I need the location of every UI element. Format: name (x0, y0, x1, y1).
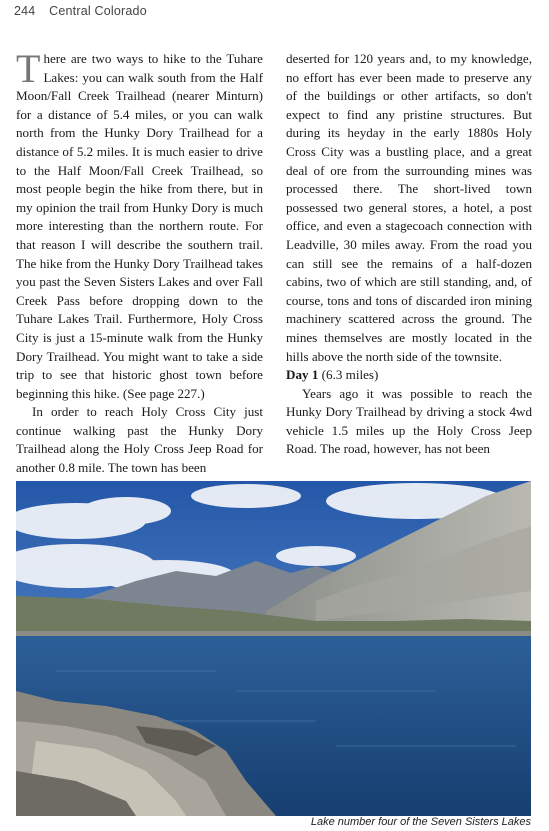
intro-text: here are two ways to hike to the Tuhare Lakes: you can walk south from the Half Moon/Fall Creek Trailhead (nearer Minturn) for a distance of 5.4 miles, or you can walk north from the Hunky Dory Trailhead for a distance of 5.2 miles. It is much easier to drive to the Half Moon/Fall Creek Trailhead, so most people begin the hike from there, but in my opinion the trail from Hunky Dory is much more interesting than the northern route. For that reason I will describe the southern trail. The hike from the Hunky Dory Trailhead takes you past the Seven Sisters Lakes and over Fall Creek Pass before dropping down to the Tuhare Lakes Trail. Furthermore, Holy Cross City is just a 15-minute walk from the Hunky Dory Trailhead. You might want to take a side trip to see that historic ghost town before beginning this hike. (See page 227.) (16, 51, 263, 401)
day1-paragraph: Years ago it was possible to reach the Hunky Dory Trailhead by driving a stock 4wd vehicle 1.5 miles up the Holy Cross Jeep Road. The road, however, has not been (286, 385, 532, 457)
lake-landscape-image (16, 481, 531, 816)
history-paragraph: deserted for 120 years and, to my knowledge, no effort has ever been made to preserve any of the buildings or other artifacts, so don't expect to find any pristine structures. But during its heyday in the early 1880s Holy Cross City was a bustling place, and a great deal of ore from the surrounding mines was processed there. The short-lived town possessed two general stores, a hotel, a post office, and even a stagecoach connection with Leadville, 30 miles away. From the road you can still see the remains of a half-dozen cabins, two of which are still standing, and, of course, tons and tons of discarded iron mining machinery scattered across the ground. The mines themselves are mostly located in the hills above the north side of the townsite. (286, 51, 532, 364)
running-header (14, 4, 147, 22)
left-column (16, 46, 263, 478)
day-heading (286, 366, 532, 385)
day-label: Day 1 (286, 367, 319, 383)
day-distance: (6.3 miles) (321, 367, 379, 383)
section-title: Central Colorado (49, 4, 147, 18)
lake-photo (16, 481, 531, 816)
right-column (286, 50, 532, 459)
holy-cross-paragraph: In order to reach Holy Cross City just continue walking past the Hunky Dory Trailhead along the Holy Cross Jeep Road for another 0.8 mile. The town has been (16, 404, 263, 476)
drop-cap: T (16, 46, 41, 91)
intro-paragraph (16, 46, 263, 403)
photo-caption: Lake number four of the Seven Sisters Lakes (310, 816, 531, 828)
page-number: 244 (14, 4, 36, 18)
